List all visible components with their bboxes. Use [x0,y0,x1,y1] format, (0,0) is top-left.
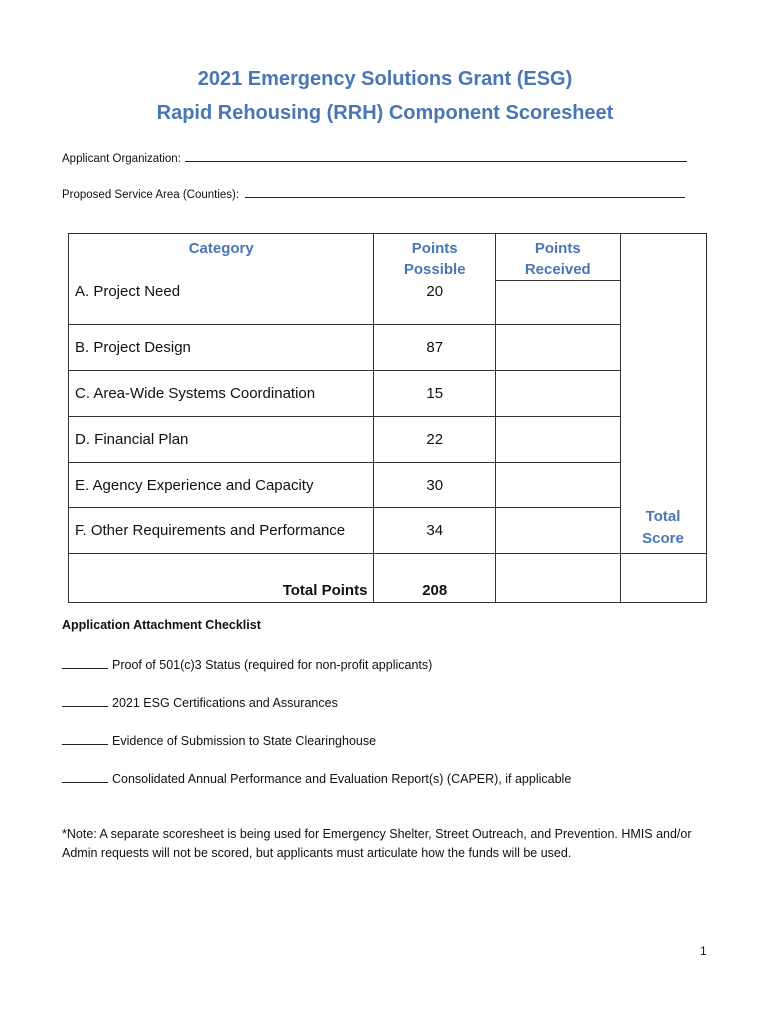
row-points: 22 [374,417,496,463]
row-category: F. Other Requirements and Performance [69,508,374,554]
checklist-blank[interactable] [62,656,108,669]
applicant-organization-label: Applicant Organization: [62,153,181,165]
row-category: A. Project Need [69,281,374,325]
total-score-label [620,506,706,550]
total-score-line1: Total [645,508,681,525]
row-received-cell[interactable] [495,325,620,371]
row-points: 15 [374,371,496,417]
checklist-item [62,656,432,672]
table-row [69,281,707,325]
checklist-blank[interactable] [62,694,108,707]
document-title-line1: 2021 Emergency Solutions Grant (ESG) [197,68,573,90]
row-points: 34 [374,508,496,554]
row-received-cell[interactable] [495,281,620,325]
table-row [69,463,707,508]
header-category: Category [69,234,374,281]
header-blank [620,234,706,281]
checklist-item [62,694,338,710]
row-received-cell[interactable] [495,371,620,417]
row-category: B. Project Design [69,325,374,371]
table-row [69,508,707,554]
service-area-field [62,186,685,201]
checklist-item-label: Proof of 501(c)3 Status (required for non-profit applicants) [112,658,433,672]
service-area-label: Proposed Service Area (Counties): [62,189,240,201]
footnote: *Note: A separate scoresheet is being used for Emergency Shelter, Street Outreach, and Prevention. HMIS and/or Admin requests will not be scored, but applicants must articulate how the funds will be used. [62,827,692,860]
row-points: 87 [374,325,496,371]
row-category: C. Area-Wide Systems Coordination [69,371,374,417]
row-category: D. Financial Plan [69,417,374,463]
applicant-organization-blank[interactable] [185,150,687,162]
row-received-cell[interactable] [495,463,620,508]
checklist-blank[interactable] [62,732,108,745]
table-row [69,325,707,371]
table-row [69,417,707,463]
total-points-value: 208 [374,554,496,603]
header-points-received: Points Received [495,234,620,281]
page-number: 1 [700,944,707,958]
row-category: E. Agency Experience and Capacity [69,463,374,508]
checklist-item-label: 2021 ESG Certifications and Assurances [112,696,338,710]
total-points-label: Total Points [69,554,374,603]
service-area-blank[interactable] [245,186,685,198]
checklist-item-label: Consolidated Annual Performance and Evaluation Report(s) (CAPER), if applicable [112,772,572,786]
header-points-possible: Points Possible [374,234,496,281]
total-row [69,554,707,603]
total-score-cell[interactable] [620,554,706,603]
total-received-cell[interactable] [495,554,620,603]
row-points: 20 [374,281,496,325]
checklist-title: Application Attachment Checklist [62,618,261,632]
table-row [69,371,707,417]
checklist-item-label: Evidence of Submission to State Clearinghouse [112,734,377,748]
scoresheet-table [68,233,707,603]
applicant-organization-field [62,150,687,165]
checklist-item [62,732,376,748]
checklist-blank[interactable] [62,770,108,783]
checklist-item [62,770,571,786]
document-title-line2: Rapid Rehousing (RRH) Component Scoresheet [156,102,614,124]
row-received-cell[interactable] [495,417,620,463]
row-points: 30 [374,463,496,508]
total-score-line2: Score [642,530,684,547]
row-received-cell[interactable] [495,508,620,554]
table-header-row [69,234,707,281]
